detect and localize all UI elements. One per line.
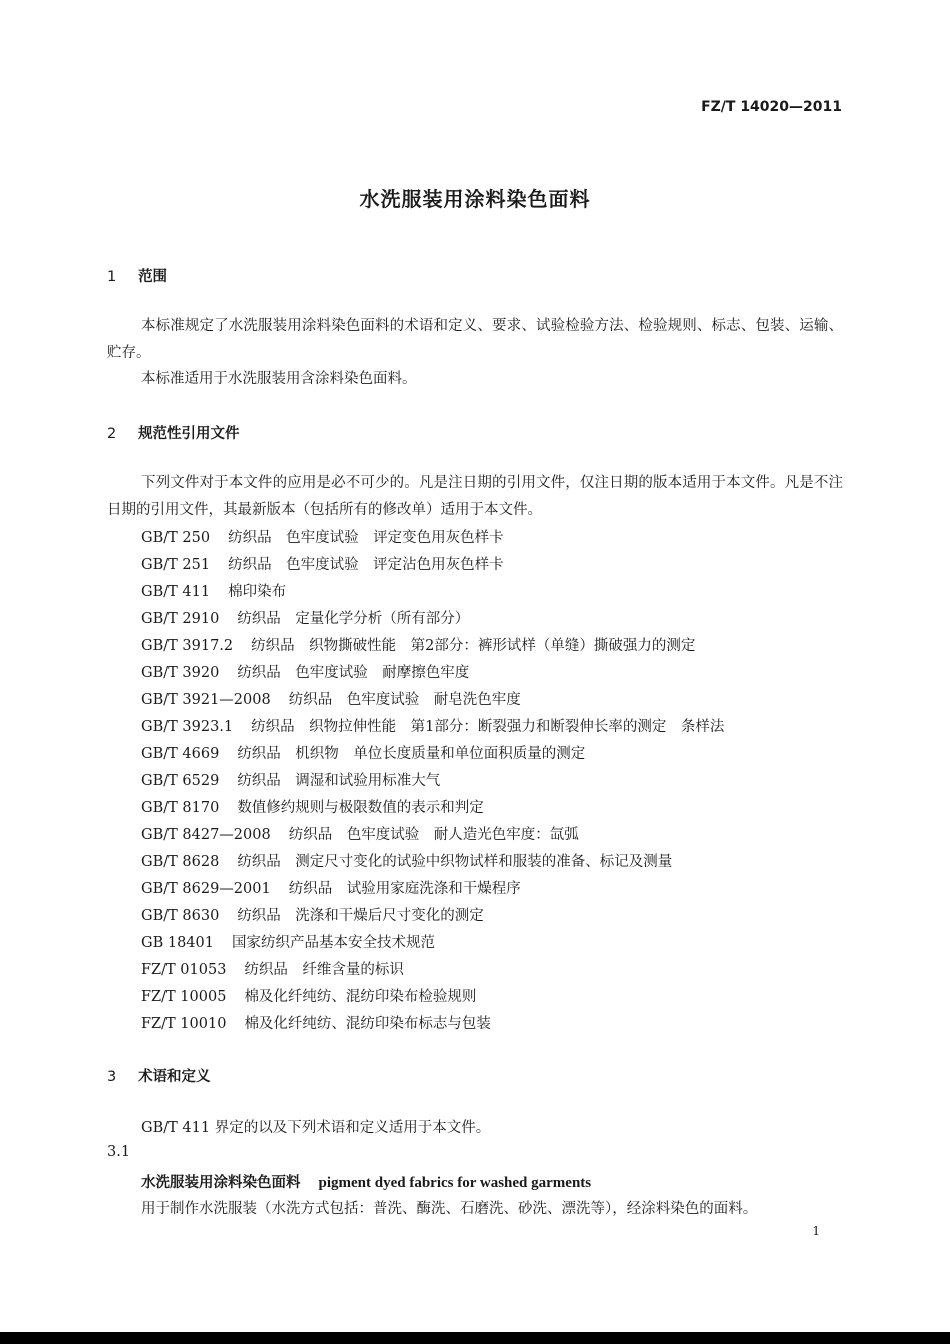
reference-code: GB/T 8628 bbox=[141, 854, 220, 870]
section-title: 范围 bbox=[138, 269, 168, 285]
section-heading-scope bbox=[107, 265, 167, 286]
reference-code: GB/T 8427—2008 bbox=[141, 827, 271, 843]
section-number: 3 bbox=[107, 1069, 117, 1085]
reference-item bbox=[141, 1011, 724, 1038]
reference-item bbox=[141, 660, 724, 687]
section-title: 规范性引用文件 bbox=[138, 426, 240, 442]
term-entry bbox=[141, 1171, 591, 1192]
reference-title: 棉印染布 bbox=[228, 584, 287, 600]
reference-code: GB 18401 bbox=[141, 935, 214, 951]
reference-title: 纺织品 定量化学分析（所有部分） bbox=[237, 611, 470, 627]
reference-title: 纺织品 织物拉伸性能 第1部分：断裂强力和断裂伸长率的测定 条样法 bbox=[251, 719, 725, 735]
reference-title: 纺织品 织物撕破性能 第2部分：裤形试样（单缝）撕破强力的测定 bbox=[251, 638, 696, 654]
reference-code: GB/T 8630 bbox=[141, 908, 220, 924]
reference-item bbox=[141, 876, 724, 903]
reference-item bbox=[141, 552, 724, 579]
reference-list bbox=[141, 525, 724, 1038]
section-number: 2 bbox=[107, 426, 117, 442]
reference-title: 纺织品 色牢度试验 耐人造光色牢度：氙弧 bbox=[288, 827, 579, 843]
reference-code: GB/T 8170 bbox=[141, 800, 220, 816]
reference-title: 纺织品 调湿和试验用标准大气 bbox=[237, 773, 441, 789]
term-chinese: 水洗服装用涂料染色面料 bbox=[141, 1175, 301, 1191]
reference-title: 棉及化纤纯纺、混纺印染布检验规则 bbox=[244, 989, 477, 1005]
reference-title: 数值修约规则与极限数值的表示和判定 bbox=[237, 800, 484, 816]
reference-code: GB/T 3923.1 bbox=[141, 719, 234, 735]
reference-code: FZ/T 01053 bbox=[141, 962, 227, 978]
reference-item bbox=[141, 714, 724, 741]
reference-code: GB/T 6529 bbox=[141, 773, 220, 789]
reference-title: 纺织品 色牢度试验 评定变色用灰色样卡 bbox=[228, 530, 504, 546]
reference-code: FZ/T 10010 bbox=[141, 1016, 227, 1032]
reference-item bbox=[141, 984, 724, 1011]
reference-title: 纺织品 色牢度试验 耐皂洗色牢度 bbox=[288, 692, 521, 708]
reference-item bbox=[141, 903, 724, 930]
reference-code: GB/T 251 bbox=[141, 557, 211, 573]
reference-title: 纺织品 测定尺寸变化的试验中织物试样和服装的准备、标记及测量 bbox=[237, 854, 673, 870]
reference-title: 纺织品 色牢度试验 耐摩擦色牢度 bbox=[237, 665, 470, 681]
reference-item bbox=[141, 768, 724, 795]
reference-item bbox=[141, 822, 724, 849]
reference-title: 纺织品 洗涤和干燥后尺寸变化的测定 bbox=[237, 908, 484, 924]
reference-title: 纺织品 试验用家庭洗涤和干燥程序 bbox=[288, 881, 521, 897]
reference-item bbox=[141, 633, 724, 660]
reference-code: GB/T 4669 bbox=[141, 746, 220, 762]
standard-code: FZ/T 14020—2011 bbox=[701, 99, 842, 115]
terms-intro: GB/T 411 界定的以及下列术语和定义适用于本文件。 bbox=[141, 1120, 491, 1136]
document-title: 水洗服装用涂料染色面料 bbox=[359, 187, 591, 211]
reference-item bbox=[141, 525, 724, 552]
reference-code: GB/T 8629—2001 bbox=[141, 881, 271, 897]
reference-item bbox=[141, 957, 724, 984]
reference-item bbox=[141, 795, 724, 822]
term-definition: 用于制作水洗服装（水洗方式包括：普洗、酶洗、石磨洗、砂洗、漂洗等），经涂料染色的面料。 bbox=[141, 1201, 758, 1217]
reference-code: GB/T 3921—2008 bbox=[141, 692, 271, 708]
reference-code: GB/T 250 bbox=[141, 530, 211, 546]
reference-item bbox=[141, 849, 724, 876]
term-number: 3.1 bbox=[107, 1144, 131, 1160]
section-heading-normative bbox=[107, 422, 240, 443]
scope-paragraph-1: 本标准规定了水洗服装用涂料染色面料的术语和定义、要求、试验检验方法、检验规则、标志、包装、运输、贮存。 bbox=[107, 318, 843, 361]
reference-code: GB/T 2910 bbox=[141, 611, 220, 627]
reference-title: 纺织品 色牢度试验 评定沾色用灰色样卡 bbox=[228, 557, 504, 573]
normative-intro: 下列文件对于本文件的应用是必不可少的。凡是注日期的引用文件，仅注日期的版本适用于本文件。凡是不注日期的引用文件，其最新版本（包括所有的修改单）适用于本文件。 bbox=[107, 475, 843, 518]
reference-code: GB/T 3917.2 bbox=[141, 638, 234, 654]
reference-title: 纺织品 机织物 单位长度质量和单位面积质量的测定 bbox=[237, 746, 586, 762]
page-number: 1 bbox=[812, 1224, 820, 1238]
section-title: 术语和定义 bbox=[138, 1069, 211, 1085]
reference-item bbox=[141, 741, 724, 768]
reference-item bbox=[141, 606, 724, 633]
reference-item bbox=[141, 930, 724, 957]
term-english: pigment dyed fabrics for washed garments bbox=[318, 1175, 592, 1191]
section-heading-terms bbox=[107, 1065, 211, 1086]
reference-item bbox=[141, 579, 724, 606]
reference-title: 国家纺织产品基本安全技术规范 bbox=[231, 935, 435, 951]
reference-code: FZ/T 10005 bbox=[141, 989, 227, 1005]
reference-item bbox=[141, 687, 724, 714]
reference-code: GB/T 411 bbox=[141, 584, 211, 600]
reference-title: 纺织品 纤维含量的标识 bbox=[244, 962, 404, 978]
reference-title: 棉及化纤纯纺、混纺印染布标志与包装 bbox=[244, 1016, 491, 1032]
section-number: 1 bbox=[107, 269, 117, 285]
bottom-border bbox=[0, 1332, 950, 1344]
reference-code: GB/T 3920 bbox=[141, 665, 220, 681]
scope-paragraph-2: 本标准适用于水洗服装用含涂料染色面料。 bbox=[141, 371, 417, 387]
